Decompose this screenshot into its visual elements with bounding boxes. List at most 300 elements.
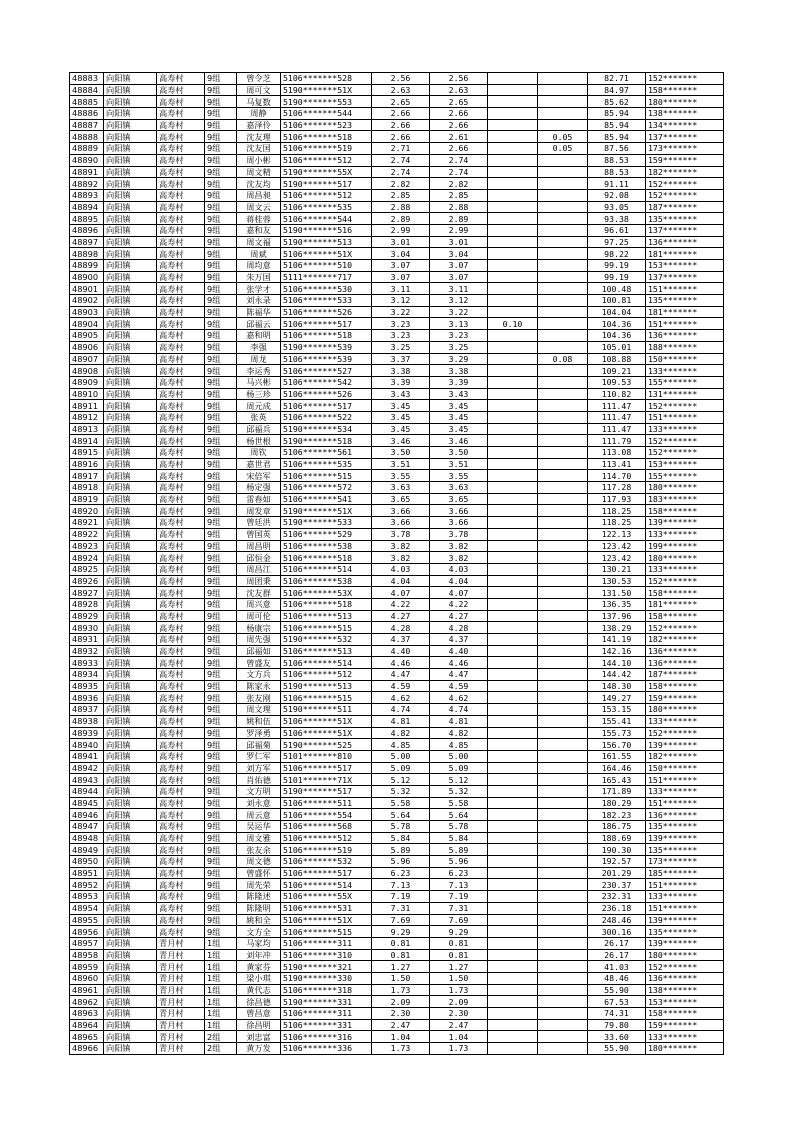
value4-cell <box>538 587 588 599</box>
value2-cell: 2.74 <box>430 166 488 178</box>
amount-cell: 117.28 <box>588 482 646 494</box>
group-cell: 9组 <box>205 154 237 166</box>
name-cell: 朱万国 <box>237 271 281 283</box>
table-row <box>70 318 724 330</box>
amount-cell: 100.81 <box>588 295 646 307</box>
value3-cell <box>488 797 538 809</box>
id-number-cell: 5106*******538 <box>281 540 372 552</box>
group-cell: 9组 <box>205 411 237 423</box>
table-row <box>70 704 724 716</box>
phone-cell: 180******* <box>646 949 724 961</box>
record-id-cell: 48925 <box>70 563 104 575</box>
value4-cell <box>538 762 588 774</box>
value1-cell: 2.63 <box>372 84 430 96</box>
name-cell: 刘永录 <box>237 295 281 307</box>
town-cell: 向阳镇 <box>104 774 157 786</box>
amount-cell: 82.71 <box>588 73 646 85</box>
table-row <box>70 131 724 143</box>
value1-cell: 2.56 <box>372 73 430 85</box>
amount-cell: 130.21 <box>588 563 646 575</box>
value4-cell <box>538 224 588 236</box>
value2-cell: 7.31 <box>430 902 488 914</box>
value4-cell <box>538 622 588 634</box>
amount-cell: 142.16 <box>588 645 646 657</box>
record-id-cell: 48902 <box>70 295 104 307</box>
record-id-cell: 48883 <box>70 73 104 85</box>
record-id-cell: 48960 <box>70 972 104 984</box>
village-cell: 高寿村 <box>157 528 205 540</box>
town-cell: 向阳镇 <box>104 470 157 482</box>
village-cell: 青月村 <box>157 1008 205 1020</box>
record-id-cell: 48928 <box>70 598 104 610</box>
table-row <box>70 879 724 891</box>
amount-cell: 87.56 <box>588 143 646 155</box>
value2-cell: 2.61 <box>430 131 488 143</box>
value4-cell <box>538 528 588 540</box>
value1-cell: 1.27 <box>372 961 430 973</box>
name-cell: 周文德 <box>237 856 281 868</box>
amount-cell: 96.61 <box>588 224 646 236</box>
table-row <box>70 750 724 762</box>
town-cell: 向阳镇 <box>104 318 157 330</box>
value2-cell: 3.66 <box>430 505 488 517</box>
town-cell: 向阳镇 <box>104 598 157 610</box>
group-cell: 1组 <box>205 972 237 984</box>
group-cell: 9组 <box>205 762 237 774</box>
village-cell: 高寿村 <box>157 785 205 797</box>
value4-cell <box>538 283 588 295</box>
value4-cell <box>538 750 588 762</box>
id-number-cell: 5106*******532 <box>281 856 372 868</box>
group-cell: 9组 <box>205 844 237 856</box>
amount-cell: 137.96 <box>588 610 646 622</box>
town-cell: 向阳镇 <box>104 458 157 470</box>
group-cell: 9组 <box>205 143 237 155</box>
town-cell: 向阳镇 <box>104 376 157 388</box>
value4-cell <box>538 318 588 330</box>
phone-cell: 136******* <box>646 657 724 669</box>
name-cell: 邱恒金 <box>237 552 281 564</box>
town-cell: 向阳镇 <box>104 330 157 342</box>
table-row <box>70 73 724 85</box>
id-number-cell: 5106*******517 <box>281 318 372 330</box>
table-row <box>70 634 724 646</box>
group-cell: 9组 <box>205 213 237 225</box>
village-cell: 高寿村 <box>157 739 205 751</box>
name-cell: 杨康宗 <box>237 622 281 634</box>
value3-cell <box>488 73 538 85</box>
town-cell: 向阳镇 <box>104 482 157 494</box>
table-row <box>70 692 724 704</box>
village-cell: 高寿村 <box>157 774 205 786</box>
phone-cell: 135******* <box>646 926 724 938</box>
id-number-cell: 5106*******517 <box>281 762 372 774</box>
phone-cell: 133******* <box>646 715 724 727</box>
value3-cell <box>488 447 538 459</box>
record-id-cell: 48891 <box>70 166 104 178</box>
value3-cell <box>488 598 538 610</box>
table-row <box>70 949 724 961</box>
value2-cell: 5.64 <box>430 809 488 821</box>
amount-cell: 188.69 <box>588 832 646 844</box>
name-cell: 吴运华 <box>237 821 281 833</box>
value4-cell <box>538 867 588 879</box>
record-id-cell: 48962 <box>70 996 104 1008</box>
table-row <box>70 96 724 108</box>
id-number-cell: 5106*******568 <box>281 821 372 833</box>
value2-cell: 5.32 <box>430 785 488 797</box>
value1-cell: 5.12 <box>372 774 430 786</box>
town-cell: 向阳镇 <box>104 108 157 120</box>
value2-cell: 4.74 <box>430 704 488 716</box>
value2-cell: 3.51 <box>430 458 488 470</box>
value2-cell: 2.89 <box>430 213 488 225</box>
phone-cell: 158******* <box>646 1008 724 1020</box>
phone-cell: 152******* <box>646 575 724 587</box>
name-cell: 黄万发 <box>237 1043 281 1055</box>
table-row <box>70 365 724 377</box>
name-cell: 周可文 <box>237 84 281 96</box>
name-cell: 黄家芬 <box>237 961 281 973</box>
value3-cell <box>488 189 538 201</box>
village-cell: 高寿村 <box>157 879 205 891</box>
amount-cell: 122.13 <box>588 528 646 540</box>
group-cell: 9组 <box>205 201 237 213</box>
town-cell: 向阳镇 <box>104 809 157 821</box>
table-row <box>70 996 724 1008</box>
amount-cell: 144.42 <box>588 669 646 681</box>
value2-cell: 3.46 <box>430 435 488 447</box>
value1-cell: 4.04 <box>372 575 430 587</box>
value2-cell: 3.45 <box>430 411 488 423</box>
value2-cell: 4.28 <box>430 622 488 634</box>
name-cell: 文方兵 <box>237 669 281 681</box>
value1-cell: 2.88 <box>372 201 430 213</box>
table-row <box>70 447 724 459</box>
record-id-cell: 48945 <box>70 797 104 809</box>
value3-cell <box>488 376 538 388</box>
value1-cell: 4.74 <box>372 704 430 716</box>
id-number-cell: 5106*******55X <box>281 891 372 903</box>
group-cell: 9组 <box>205 622 237 634</box>
value2-cell: 3.45 <box>430 400 488 412</box>
id-number-cell: 5106*******512 <box>281 832 372 844</box>
record-id-cell: 48894 <box>70 201 104 213</box>
group-cell: 9组 <box>205 306 237 318</box>
id-number-cell: 5106*******539 <box>281 353 372 365</box>
id-number-cell: 5106*******533 <box>281 295 372 307</box>
name-cell: 曾国英 <box>237 528 281 540</box>
value2-cell: 2.63 <box>430 84 488 96</box>
value4-cell <box>538 645 588 657</box>
record-id-cell: 48964 <box>70 1019 104 1031</box>
phone-cell: 134******* <box>646 119 724 131</box>
phone-cell: 187******* <box>646 669 724 681</box>
id-number-cell: 5106*******554 <box>281 809 372 821</box>
id-number-cell: 5106*******51X <box>281 727 372 739</box>
town-cell: 向阳镇 <box>104 972 157 984</box>
value2-cell: 2.09 <box>430 996 488 1008</box>
record-id-cell: 48908 <box>70 365 104 377</box>
amount-cell: 88.53 <box>588 166 646 178</box>
amount-cell: 111.79 <box>588 435 646 447</box>
table-row <box>70 774 724 786</box>
amount-cell: 123.42 <box>588 552 646 564</box>
phone-cell: 139******* <box>646 739 724 751</box>
phone-cell: 151******* <box>646 797 724 809</box>
id-number-cell: 5106*******51X <box>281 248 372 260</box>
value2-cell: 3.25 <box>430 341 488 353</box>
name-cell: 曾令芝 <box>237 73 281 85</box>
record-id-cell: 48942 <box>70 762 104 774</box>
name-cell: 梁小琪 <box>237 972 281 984</box>
record-id-cell: 48923 <box>70 540 104 552</box>
value4-cell <box>538 505 588 517</box>
amount-cell: 300.16 <box>588 926 646 938</box>
phone-cell: 180******* <box>646 96 724 108</box>
table-row <box>70 108 724 120</box>
group-cell: 9组 <box>205 809 237 821</box>
group-cell: 9组 <box>205 96 237 108</box>
name-cell: 张友刚 <box>237 692 281 704</box>
amount-cell: 93.05 <box>588 201 646 213</box>
value4-cell <box>538 119 588 131</box>
value3-cell <box>488 844 538 856</box>
name-cell: 嘉泽伶 <box>237 119 281 131</box>
value1-cell: 3.82 <box>372 540 430 552</box>
group-cell: 9组 <box>205 587 237 599</box>
amount-cell: 85.94 <box>588 108 646 120</box>
town-cell: 向阳镇 <box>104 657 157 669</box>
town-cell: 向阳镇 <box>104 423 157 435</box>
phone-cell: 159******* <box>646 1019 724 1031</box>
value3-cell <box>488 937 538 949</box>
value4-cell <box>538 295 588 307</box>
value3-cell <box>488 762 538 774</box>
id-number-cell: 5106*******310 <box>281 949 372 961</box>
table-row <box>70 271 724 283</box>
record-id-cell: 48916 <box>70 458 104 470</box>
value3-cell <box>488 1008 538 1020</box>
value2-cell: 3.63 <box>430 482 488 494</box>
phone-cell: 152******* <box>646 961 724 973</box>
group-cell: 9组 <box>205 528 237 540</box>
town-cell: 向阳镇 <box>104 879 157 891</box>
value2-cell: 5.89 <box>430 844 488 856</box>
value2-cell: 5.09 <box>430 762 488 774</box>
value3-cell <box>488 365 538 377</box>
phone-cell: 137******* <box>646 224 724 236</box>
record-id-cell: 48941 <box>70 750 104 762</box>
value2-cell: 1.27 <box>430 961 488 973</box>
town-cell: 向阳镇 <box>104 844 157 856</box>
value1-cell: 5.89 <box>372 844 430 856</box>
name-cell: 徐昌明 <box>237 1019 281 1031</box>
table-row <box>70 797 724 809</box>
phone-cell: 136******* <box>646 330 724 342</box>
group-cell: 2组 <box>205 1031 237 1043</box>
record-id-cell: 48939 <box>70 727 104 739</box>
value4-cell <box>538 961 588 973</box>
value3-cell <box>488 657 538 669</box>
value4-cell <box>538 563 588 575</box>
value3-cell <box>488 108 538 120</box>
group-cell: 9组 <box>205 447 237 459</box>
amount-cell: 111.47 <box>588 423 646 435</box>
value1-cell: 5.64 <box>372 809 430 821</box>
value3-cell <box>488 610 538 622</box>
id-number-cell: 5106*******518 <box>281 598 372 610</box>
phone-cell: 151******* <box>646 902 724 914</box>
record-id-cell: 48927 <box>70 587 104 599</box>
record-id-cell: 48949 <box>70 844 104 856</box>
village-cell: 高寿村 <box>157 435 205 447</box>
town-cell: 向阳镇 <box>104 552 157 564</box>
value3-cell <box>488 517 538 529</box>
amount-cell: 230.37 <box>588 879 646 891</box>
town-cell: 向阳镇 <box>104 353 157 365</box>
name-cell: 周云意 <box>237 809 281 821</box>
record-id-cell: 48947 <box>70 821 104 833</box>
amount-cell: 88.53 <box>588 154 646 166</box>
record-id-cell: 48892 <box>70 178 104 190</box>
value2-cell: 3.23 <box>430 330 488 342</box>
value2-cell: 2.30 <box>430 1008 488 1020</box>
record-id-cell: 48955 <box>70 914 104 926</box>
value1-cell: 2.85 <box>372 189 430 201</box>
record-id-cell: 48898 <box>70 248 104 260</box>
value2-cell: 7.69 <box>430 914 488 926</box>
id-number-cell: 5106*******526 <box>281 306 372 318</box>
value4-cell <box>538 1008 588 1020</box>
group-cell: 1组 <box>205 937 237 949</box>
phone-cell: 135******* <box>646 844 724 856</box>
record-id-cell: 48885 <box>70 96 104 108</box>
table-row <box>70 283 724 295</box>
town-cell: 向阳镇 <box>104 493 157 505</box>
amount-cell: 100.48 <box>588 283 646 295</box>
group-cell: 9组 <box>205 575 237 587</box>
value1-cell: 3.45 <box>372 423 430 435</box>
town-cell: 向阳镇 <box>104 201 157 213</box>
amount-cell: 33.60 <box>588 1031 646 1043</box>
phone-cell: 152******* <box>646 727 724 739</box>
value2-cell: 2.74 <box>430 154 488 166</box>
value3-cell <box>488 563 538 575</box>
group-cell: 1组 <box>205 961 237 973</box>
name-cell: 罗泽勇 <box>237 727 281 739</box>
table-row <box>70 400 724 412</box>
id-number-cell: 5106*******528 <box>281 73 372 85</box>
id-number-cell: 5106*******511 <box>281 797 372 809</box>
value1-cell: 2.74 <box>372 154 430 166</box>
group-cell: 9组 <box>205 610 237 622</box>
value3-cell <box>488 341 538 353</box>
group-cell: 9组 <box>205 435 237 447</box>
value2-cell: 1.04 <box>430 1031 488 1043</box>
table-row <box>70 552 724 564</box>
value2-cell: 0.81 <box>430 937 488 949</box>
value3-cell <box>488 306 538 318</box>
amount-cell: 123.42 <box>588 540 646 552</box>
amount-cell: 93.38 <box>588 213 646 225</box>
table-row <box>70 891 724 903</box>
village-cell: 高寿村 <box>157 271 205 283</box>
phone-cell: 136******* <box>646 809 724 821</box>
value1-cell: 5.96 <box>372 856 430 868</box>
town-cell: 向阳镇 <box>104 1019 157 1031</box>
village-cell: 青月村 <box>157 937 205 949</box>
value1-cell: 3.11 <box>372 283 430 295</box>
table-row <box>70 330 724 342</box>
village-cell: 高寿村 <box>157 692 205 704</box>
village-cell: 高寿村 <box>157 750 205 762</box>
phone-cell: 153******* <box>646 260 724 272</box>
value4-cell <box>538 1043 588 1055</box>
name-cell: 邱福云 <box>237 318 281 330</box>
record-id-cell: 48909 <box>70 376 104 388</box>
value2-cell: 3.66 <box>430 517 488 529</box>
value3-cell <box>488 902 538 914</box>
name-cell: 周均意 <box>237 260 281 272</box>
value4-cell <box>538 517 588 529</box>
value2-cell: 3.50 <box>430 447 488 459</box>
group-cell: 9组 <box>205 517 237 529</box>
value1-cell: 3.23 <box>372 330 430 342</box>
village-cell: 高寿村 <box>157 213 205 225</box>
value2-cell: 4.03 <box>430 563 488 575</box>
village-cell: 青月村 <box>157 1031 205 1043</box>
value3-cell <box>488 832 538 844</box>
id-number-cell: 5190*******321 <box>281 961 372 973</box>
value3-cell <box>488 528 538 540</box>
value4-cell <box>538 260 588 272</box>
phone-cell: 180******* <box>646 552 724 564</box>
village-cell: 高寿村 <box>157 867 205 879</box>
amount-cell: 236.18 <box>588 902 646 914</box>
phone-cell: 159******* <box>646 154 724 166</box>
value3-cell <box>488 411 538 423</box>
town-cell: 向阳镇 <box>104 832 157 844</box>
phone-cell: 187******* <box>646 201 724 213</box>
value4-cell <box>538 166 588 178</box>
value2-cell: 5.84 <box>430 832 488 844</box>
name-cell: 李强 <box>237 341 281 353</box>
table-row <box>70 119 724 131</box>
value2-cell: 2.66 <box>430 119 488 131</box>
value4-cell <box>538 937 588 949</box>
town-cell: 向阳镇 <box>104 715 157 727</box>
record-id-cell: 48946 <box>70 809 104 821</box>
record-id-cell: 48903 <box>70 306 104 318</box>
value2-cell: 9.29 <box>430 926 488 938</box>
amount-cell: 118.25 <box>588 505 646 517</box>
value4-cell <box>538 376 588 388</box>
value4-cell <box>538 984 588 996</box>
value1-cell: 3.23 <box>372 318 430 330</box>
value2-cell: 4.46 <box>430 657 488 669</box>
value2-cell: 3.12 <box>430 295 488 307</box>
town-cell: 向阳镇 <box>104 949 157 961</box>
village-cell: 高寿村 <box>157 832 205 844</box>
record-id-cell: 48896 <box>70 224 104 236</box>
value2-cell: 4.07 <box>430 587 488 599</box>
town-cell: 向阳镇 <box>104 610 157 622</box>
table-row <box>70 154 724 166</box>
group-cell: 9组 <box>205 704 237 716</box>
village-cell: 高寿村 <box>157 517 205 529</box>
value3-cell <box>488 809 538 821</box>
